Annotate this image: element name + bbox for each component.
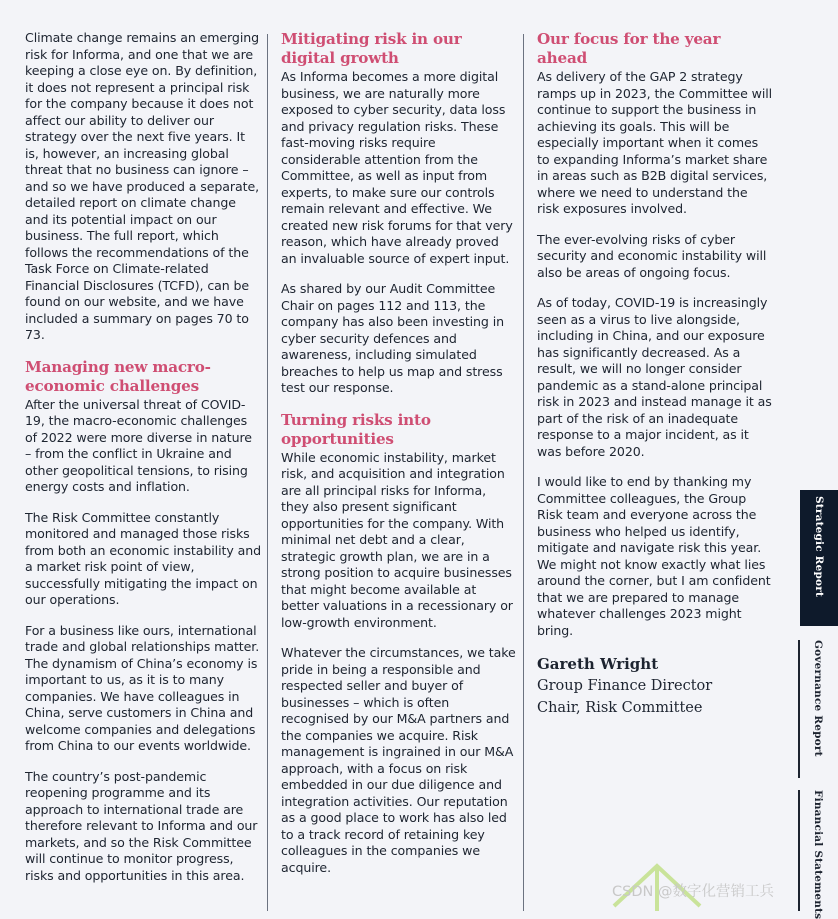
heading-macro-economic: Managing new macro-economic challenges — [25, 357, 211, 395]
column-divider — [267, 34, 268, 911]
nav-tab-label: Strategic Report — [813, 496, 825, 598]
heading-digital-growth: Mitigating risk in our digital growth — [281, 30, 462, 67]
paragraph-audit: As shared by our Audit Committee Chair on pages 112 and 113, the company has also been investing in cyber security defences and awareness, including simulated breaches to help us map and stress test our response. — [281, 281, 505, 395]
signature-role: Group Finance Director — [537, 678, 713, 694]
paragraph-acquisitions: Whatever the circumstances, we take pride in being a responsible and respected seller and buyer of businesses – which is often recognised by our M&A partners and the companies we acquire. Risk management is ingrained in our M&A approach, with a focus on risk embedded in our due diligence and integration activities. Our reputation as a good place to work has also led to a track record of retaining key colleagues in the companies we acquire. — [281, 645, 516, 875]
signature-name: Gareth Wright — [537, 655, 659, 673]
column-divider — [523, 34, 524, 911]
nav-tab-strategic-report[interactable] — [800, 490, 838, 626]
paragraph-gap2: As delivery of the GAP 2 strategy ramps up in 2023, the Committee will continue to support the business in achieving its goals. This will be especially important when it comes to expanding Informa’s market share in areas such as B2B digital services, where we need to understand the risk exposures involved. — [537, 69, 773, 216]
nav-tab-financial-statements[interactable] — [798, 790, 836, 919]
nav-tab-governance-report[interactable] — [798, 640, 836, 778]
paragraph-thanks: I would like to end by thanking my Committee colleagues, the Group Risk team and everyone across the business who helped us identify, mitigate and navigate risk this year. We might not know exactly what lies around the corner, but I am confident that we are prepared to manage whatever challenges 2023 might bring. — [537, 474, 771, 638]
paragraph-instability: While economic instability, market risk, and acquisition and integration are all principal risks for Informa, they also present significant opportunities for the company. With minimal net debt and a clear, strategic growth plan, we are in a strong position to acquire businesses that might become available at better valuations in a recessionary or low-growth environment. — [281, 449, 513, 630]
paragraph-covid-today: As of today, COVID-19 is increasingly seen as a virus to live alongside, including in China, and our exposure has significantly decreased. As a result, we will no longer consider pandemic as a stand-alone principal risk in 2023 and instead manage it as part of the risk of an inadequate response to a major incident, as it was before 2020. — [537, 295, 772, 459]
column-2 — [281, 30, 517, 890]
paragraph-climate: Climate change remains an emerging risk for Informa, and one that we are keeping a close eye on. By definition, it does not represent a principal risk for the company because it does not affect our ability to deliver our strategy over the next five years. It is, however, an increasing global threat that no business can ignore – and so we have produced a separate, detailed report on climate change and its potential impact on our business. The full report, which follows the recommendations of the Task Force on Climate-related Financial Disclosures (TCFD), can be found on our website, and we have included a summary on pages 70 to 73. — [25, 30, 259, 342]
paragraph-reopening: The country’s post-pandemic reopening programme and its approach to international trade are therefore relevant to Informa and our markets, and so the Risk Committee will continue to monitor progress, risks and opportunities in this area. — [25, 768, 258, 883]
paragraph-risk-committee: The Risk Committee constantly monitored and managed those risks from both an economic instability and a market risk point of view, successfully mitigating the impact on our operations. — [25, 509, 261, 607]
paragraph-cyber: As Informa becomes a more digital business, we are naturally more exposed to cyber security, data loss and privacy regulation risks. These fast-moving risks require considerable attention from the Committee, as well as input from experts, to make sure our controls remain relevant and effective. We created new risk forums for that very reason, which have already proved an invaluable source of expert input. — [281, 69, 513, 266]
nav-tab-label: Financial Statements — [812, 790, 824, 919]
heading-year-ahead: Our focus for the year ahead — [537, 30, 721, 67]
paragraph-covid: After the universal threat of COVID-19, the macro-economic challenges of 2022 were more diverse in nature – from the conflict in Ukraine and other geopolitical tensions, to rising energy costs and inflation. — [25, 396, 252, 494]
heading-opportunities: Turning risks into opportunities — [281, 410, 431, 448]
signature-block — [537, 653, 773, 719]
watermark-text: CSDN @数字化营销工兵 — [612, 884, 774, 900]
signature-role: Chair, Risk Committee — [537, 700, 703, 716]
paragraph-china: For a business like ours, international trade and global relationships matter. The dynamism of China’s economy is important to us, as it is to many companies. We have colleagues in China, serve customers in China and welcome companies and delegations from China to our events worldwide. — [25, 622, 260, 753]
column-3 — [537, 30, 773, 719]
nav-tab-label: Governance Report — [812, 640, 824, 757]
paragraph-ever-evolving: The ever-evolving risks of cyber security and economic instability will also be areas of ongoing focus. — [537, 231, 767, 280]
column-1 — [25, 30, 261, 898]
